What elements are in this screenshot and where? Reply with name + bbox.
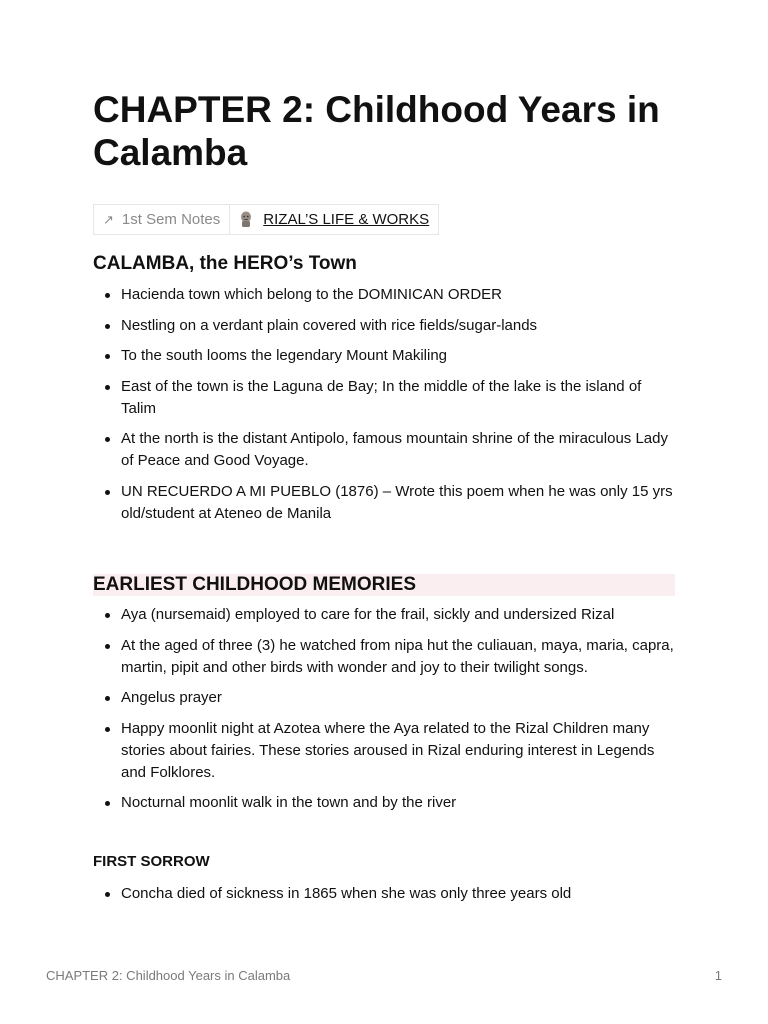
page-title: CHAPTER 2: Childhood Years in Calamba	[93, 89, 660, 173]
page-number: 1	[714, 968, 722, 983]
page-properties	[93, 204, 439, 235]
list-item: East of the town is the Laguna de Bay; In the middle of the lake is the island of Talim	[93, 376, 677, 420]
list-item: Aya (nursemaid) employed to care for the frail, sickly and undersized Rizal	[93, 604, 677, 626]
relation-property[interactable]	[229, 205, 438, 234]
list-item: Angelus prayer	[93, 687, 677, 709]
bullet-list-first-sorrow	[93, 883, 677, 914]
tag-property[interactable]	[94, 205, 229, 234]
list-item: At the aged of three (3) he watched from nipa hut the culiauan, maya, maria, capra, martin, pipit and other birds with wonder and joy to their twilight songs.	[93, 635, 677, 679]
relation-link[interactable]: RIZAL’S LIFE & WORKS	[263, 211, 430, 228]
section-heading-first-sorrow: FIRST SORROW	[93, 853, 210, 870]
footer-title: CHAPTER 2: Childhood Years in Calamba	[46, 968, 291, 983]
list-item: Nocturnal moonlit walk in the town and by the river	[93, 792, 677, 814]
list-item: To the south looms the legendary Mount Makiling	[93, 345, 677, 367]
page-footer	[46, 968, 722, 986]
list-item: Nestling on a verdant plain covered with rice fields/sugar-lands	[93, 315, 677, 337]
list-item: Hacienda town which belong to the DOMINICAN ORDER	[93, 284, 677, 306]
bullet-list-calamba	[93, 284, 677, 533]
list-item: UN RECUERDO A MI PUEBLO (1876) – Wrote this poem when he was only 15 yrs old/student at Ateneo de Manila	[93, 481, 677, 525]
list-item: Concha died of sickness in 1865 when she was only three years old	[93, 883, 677, 905]
tag-label: 1st Sem Notes	[121, 211, 221, 228]
section-heading-calamba: CALAMBA, the HERO’s Town	[93, 253, 357, 274]
statue-bust-icon	[239, 211, 253, 228]
list-item: Happy moonlit night at Azotea where the Aya related to the Rizal Children many stories about fairies. These stories aroused in Rizal enduring interest in Legends and Folklores.	[93, 718, 677, 784]
section-heading-earliest-memories: EARLIEST CHILDHOOD MEMORIES	[93, 574, 675, 596]
list-item: At the north is the distant Antipolo, famous mountain shrine of the miraculous Lady of Peace and Good Voyage.	[93, 428, 677, 472]
arrow-up-right-icon: ↗	[103, 211, 114, 227]
bullet-list-memories	[93, 604, 677, 823]
